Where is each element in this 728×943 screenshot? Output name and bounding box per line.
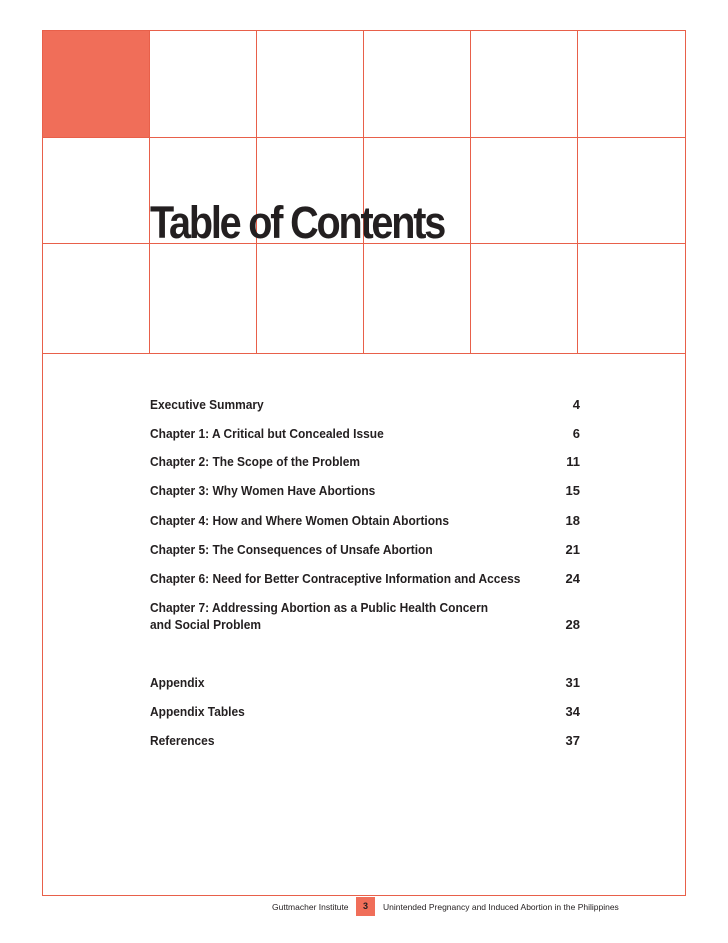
toc-entry-label: Chapter 1: A Critical but Concealed Issue <box>150 426 384 441</box>
toc-entry[interactable] <box>150 674 580 691</box>
toc-entry-label <box>150 599 518 633</box>
page-title: Table of Contents <box>150 197 445 248</box>
toc-entry-label: Chapter 4: How and Where Women Obtain Abortions <box>150 513 450 528</box>
toc-entry-label: Chapter 2: The Scope of the Problem <box>150 454 361 469</box>
toc-entry[interactable] <box>150 512 580 529</box>
toc-entry[interactable] <box>150 425 580 442</box>
grid-line <box>470 31 471 354</box>
toc-entry-page: 11 <box>566 454 580 469</box>
grid-line <box>43 137 685 138</box>
toc-entry[interactable] <box>150 453 580 470</box>
toc-entry[interactable] <box>150 732 580 749</box>
toc-entry-label: Chapter 6: Need for Better Contraceptive Information and Access <box>150 571 521 586</box>
footer-publisher: Guttmacher Institute <box>272 902 349 912</box>
grid-line <box>43 353 685 354</box>
toc-entry[interactable] <box>150 396 580 413</box>
toc-entry-label: Appendix Tables <box>150 704 245 719</box>
toc-entry-page: 6 <box>572 426 580 441</box>
toc-entry-page: 4 <box>572 397 580 412</box>
toc-entry-page: 15 <box>565 483 580 498</box>
toc-entry-label: Executive Summary <box>150 397 264 412</box>
toc-entry-label: Appendix <box>150 675 205 690</box>
grid-line <box>577 31 578 354</box>
toc-entry-page: 37 <box>565 733 580 748</box>
toc-entry-page: 24 <box>565 571 580 586</box>
grid-line <box>256 31 257 354</box>
toc-entry-label: Chapter 5: The Consequences of Unsafe Abortion <box>150 542 433 557</box>
toc-entry-page: 34 <box>565 704 580 719</box>
toc-entry-page: 18 <box>565 513 580 528</box>
toc-entry-page: 21 <box>565 542 580 557</box>
toc-entry[interactable] <box>150 541 580 558</box>
toc-entry-label: Chapter 3: Why Women Have Abortions <box>150 483 376 498</box>
toc-entry-label: References <box>150 733 215 748</box>
footer-page-number: 3 <box>356 897 375 916</box>
toc-entry[interactable] <box>150 570 580 587</box>
accent-block <box>43 31 149 137</box>
toc-entry[interactable] <box>150 482 580 499</box>
toc-entry-label-line1: Chapter 7: Addressing Abortion as a Public Health Concern <box>150 600 489 615</box>
grid-line <box>149 31 150 354</box>
grid-line <box>363 31 364 354</box>
toc-entry-page: 28 <box>565 617 580 632</box>
toc-entry-page: 31 <box>565 675 580 690</box>
footer-report-title: Unintended Pregnancy and Induced Abortion in the Philippines <box>383 902 619 912</box>
toc-entry-label-line2: and Social Problem <box>150 617 262 632</box>
toc-entry[interactable] <box>150 599 580 633</box>
toc-entry[interactable] <box>150 703 580 720</box>
